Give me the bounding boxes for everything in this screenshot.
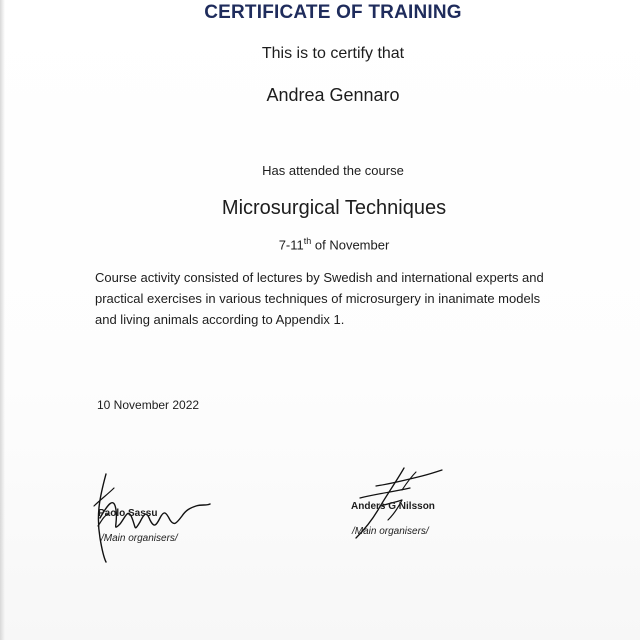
course-description: Course activity consisted of lectures by Swedish and international experts and practical exercises in various techniques of microsurgery in inanimate models and living animals according to Appendix 1.	[95, 270, 544, 327]
certificate-title: CERTIFICATE OF TRAINING	[204, 2, 462, 23]
course-dates	[0, 236, 640, 252]
dates-suffix: of November	[311, 237, 390, 253]
signatory-1-name: Paolo Sassu	[98, 508, 158, 519]
certify-line: This is to certify that	[261, 45, 405, 62]
signatory-1-role: /Main organisers/	[101, 533, 178, 544]
issue-date: 10 November 2022	[97, 398, 200, 412]
course-name: Microsurgical Techniques	[221, 197, 447, 219]
dates-superscript: th	[303, 236, 312, 246]
dates-prefix: 7-11	[278, 237, 304, 253]
signatory-2-role: /Main organisers/	[352, 526, 429, 537]
recipient-name: Andrea Gennaro	[266, 85, 400, 105]
attended-line: Has attended the course	[262, 163, 404, 178]
signatory-2-name: Anders G Nilsson	[351, 501, 435, 512]
